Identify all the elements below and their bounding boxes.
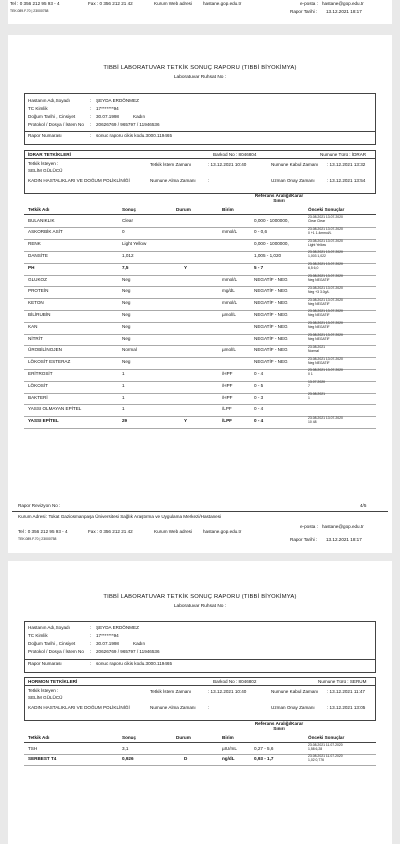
patient-name-label: Hastanın Adı,Soyadı (28, 625, 70, 630)
test-name: BULANIKLIK (28, 217, 55, 223)
previous-results: Neg NEGATİF (308, 325, 330, 330)
patient-info-box (24, 621, 376, 673)
test-unit: mmol/L (222, 229, 238, 235)
test-name: BİLİRUBİN (28, 311, 51, 317)
test-unit: /LPF (222, 418, 232, 424)
previous-results: 23.08.2021 13.07.2020 (308, 368, 343, 373)
previous-results: 23.08.2021 13.07.2020 (308, 262, 343, 267)
revision-label: Rapor Revizyon No : (18, 503, 61, 508)
sample-type: Numune Türü : SERUM (318, 679, 367, 684)
previous-results: Neg NEGATİF (308, 360, 330, 365)
barcode: Barkod No : 8046802 (213, 679, 257, 684)
license-label: Laboratuvar Ruhsat No : (173, 75, 227, 80)
previous-results: Clear Clear (308, 219, 326, 223)
test-reference: 0 - 3 (254, 394, 264, 400)
test-status: D (184, 756, 188, 761)
test-name: PROTEİN (28, 288, 49, 294)
previous-results: 23.08.2021 13.07.2020 (308, 297, 343, 302)
test-result: Neg (122, 300, 131, 306)
web-label: Kurum Web adresi (154, 529, 192, 534)
report-date: 13.12.2021 18:17 (326, 537, 362, 542)
protocol-label: Protokol / Dosya / İstem No (28, 122, 84, 127)
col-header-ref: Referans Aralığı/Karar Sınırı (254, 721, 304, 732)
test-result: Clear (122, 217, 133, 223)
sex-value: Kadın (133, 114, 146, 119)
approve-time: : 13.12.2021 13:54 (327, 178, 366, 183)
test-reference: 0 - 4 (254, 370, 264, 376)
test-reference: 5 - 7 (254, 264, 264, 270)
fax-text: Fax : 0 356 212 21 42 (88, 529, 133, 534)
col-header-name: Tetkik Adı (28, 735, 50, 740)
test-result: 1 (122, 406, 125, 412)
test-result: 7,5 (122, 264, 129, 270)
test-result: 0 (122, 229, 125, 235)
approve-time-label: Uzman Onay Zamanı (271, 705, 315, 710)
address-label: Kurum Adresi (18, 514, 46, 519)
report-date-label: Rapor Tarihi : (290, 537, 318, 542)
accept-time-label: Numune Kabul Zamanı (271, 162, 319, 167)
report-title: TIBBİ LABORATUVAR TETKİK SONUÇ RAPORU (TIBBİ BİYOKİMYA) (103, 65, 297, 71)
test-unit: /LPF (222, 406, 232, 412)
clinic-name: KADIN HASTALIKLARI VE DOĞUM POLİKLİNİĞİ (28, 178, 130, 183)
test-reference: 0,000 - 1000000, (254, 217, 289, 223)
dob-value: 30.07.1998 (96, 641, 119, 646)
previous-results: 0 1 (308, 372, 313, 377)
web-label: Kurum Web adresi (154, 1, 192, 6)
previous-results: 23.08.2021 13.07.2020 (308, 285, 343, 290)
col-header-unit: Birim (222, 735, 234, 740)
previous-results: 6,5 6,0 (308, 266, 319, 271)
report-date: 13.12.2021 18:17 (326, 9, 362, 14)
previous-results: 23.08.2021 13.07.2020 (308, 356, 343, 361)
test-unit: /HPF (222, 394, 233, 400)
test-reference: NEGATİF - NEG (254, 276, 288, 282)
previous-results: 23.08.2021 13.07.2020 (308, 238, 343, 243)
tc-label: TC Kimlik (28, 106, 48, 111)
col-header-ref: Referans Aralığı/Karar Sınırı (254, 193, 304, 204)
request-time-label: Tetkik İstem Zamanı (150, 162, 192, 167)
test-result: Neg (122, 359, 131, 365)
test-unit: mg/dL (222, 288, 235, 294)
test-name: NİTRİT (28, 335, 43, 341)
previous-results: 23.08.2021 (308, 392, 325, 396)
col-header-result: Sonuç (122, 735, 137, 740)
previous-results: Light Yellow (308, 242, 326, 247)
test-reference: NEGATİF - NEG (254, 323, 288, 329)
test-name: TSH (28, 745, 38, 751)
test-reference: 1,005 - 1,020 (254, 252, 282, 258)
test-name: KAN (28, 323, 38, 329)
dob-label: Doğum Tarihi , Cinsiyet (28, 641, 76, 646)
test-reference: NEGATİF - NEG (254, 347, 288, 353)
approve-time: : 13.12.2021 13:05 (327, 705, 366, 710)
previous-results: Normal (308, 348, 319, 353)
dob-label: Doğum Tarihi , Cinsiyet (28, 114, 76, 119)
request-time: : 13.12.2021 10:40 (208, 162, 247, 167)
form-code: TEK.089.F.70 | 23000758 (10, 9, 49, 13)
tc-label: TC Kimlik (28, 633, 48, 638)
test-name: PH (28, 264, 35, 270)
barcode: Barkod No : 8046804 (213, 152, 257, 157)
sample-time-label: Numune Alma Zamanı (150, 705, 196, 710)
previous-results: 23.08.2021 13.07.2020 (308, 250, 343, 255)
previous-results: 23.08.2021 13.07.2020 (308, 215, 343, 219)
previous-page-footer (8, 0, 392, 24)
test-unit: µmol/L (222, 311, 236, 317)
sample-time: : (208, 178, 210, 183)
test-name: ÜROBİLİNOJEN (28, 347, 62, 353)
test-name: LÖKOSİT (28, 382, 48, 388)
previous-results: 7 (308, 384, 310, 389)
report-no-label: Rapor Numarası (28, 133, 62, 138)
test-result: Neg (122, 335, 131, 341)
sample-time-label: Numune Alma Zamanı (150, 178, 196, 183)
test-name: ERİTROSİT (28, 370, 53, 376)
previous-results: 23.08.2021 13.07.2020 (308, 309, 343, 314)
col-header-name: Tetkik Adı (28, 207, 50, 212)
previous-results: 1 (308, 396, 310, 400)
previous-results: 23.08.2021 11.07.2020 (308, 743, 343, 747)
email-text: hastane@gop.edu.tr (322, 1, 364, 6)
col-header-result: Sonuç (122, 207, 137, 212)
test-result: 1 (122, 382, 125, 388)
section-title: İDRAR TETKİKLERİ (28, 152, 71, 157)
col-header-unit: Birim (222, 207, 234, 212)
test-name: LÖKOSİT ESTERAZ (28, 359, 71, 365)
sex-value: Kadın (133, 641, 146, 646)
report-date-label: Rapor Tarihi : (290, 9, 318, 14)
test-reference: 0,27 - 5,6 (254, 745, 274, 751)
previous-results: 23.08.2021 13.07.2020 (308, 274, 343, 278)
requester-label: Tetkik İsteyen : (28, 688, 59, 693)
previous-results: 23.08.2021 11.07.2020 (308, 753, 343, 758)
test-result: 29 (122, 418, 128, 424)
test-result: Normal (122, 347, 137, 353)
license-label: Laboratuvar Ruhsat No : (173, 604, 227, 609)
previous-results: Neg NEGATİF (308, 278, 330, 282)
previous-results: Neg NEGATİF (308, 337, 330, 341)
test-reference: NEGATİF - NEG (254, 311, 288, 317)
form-code: TEK.089.F.70 | 23000758 (18, 537, 57, 541)
test-name: SERBEST T4 (28, 756, 57, 761)
test-result: 0,926 (122, 756, 134, 761)
previous-results: 1,003 1,022 (308, 254, 326, 259)
request-time: : 13.12.2021 10:40 (208, 689, 247, 694)
test-reference: 0 - 4 (254, 418, 264, 424)
test-result: Neg (122, 276, 131, 282)
page-number: 4/5 (360, 503, 367, 508)
test-name: DANSİTE (28, 252, 48, 258)
doctor-name: SELİM GÜLÜCÜ (28, 695, 63, 700)
patient-name-label: Hastanın Adı,Soyadı (28, 98, 70, 103)
test-unit: /HPF (222, 370, 233, 376)
sample-time: : (208, 705, 210, 710)
email-text: hastane@gop.edu.tr (322, 524, 364, 529)
accept-time: : 13.12.2021 13:32 (327, 162, 366, 167)
test-name: BAKTERİ (28, 394, 48, 400)
patient-name: ŞEYDA ERDÖNMEZ (96, 98, 139, 103)
email-label: e-posta : (300, 1, 318, 6)
section-title: HORMON TETKİKLERİ (28, 679, 78, 684)
report-no: sonuc raporu cikis kodu.3000.119465 (96, 661, 173, 666)
test-unit: mmol/L (222, 300, 238, 306)
test-reference: 0 - 5 (254, 382, 264, 388)
protocol-label: Protokol / Dosya / İstem No (28, 649, 84, 654)
previous-results: 23.08.2021 13.07.2020 (308, 321, 343, 326)
report-no: sonuc raporu cikis kodu.3000.119465 (96, 133, 173, 138)
previous-results: Neg NEGATİF (308, 301, 330, 306)
test-name: YASSI OLMAYAN EPİTEL (28, 406, 82, 412)
test-result: Neg (122, 311, 131, 317)
accept-time-label: Numune Kabul Zamanı (271, 689, 319, 694)
test-name: YASSI EPİTEL (28, 418, 59, 424)
test-reference: 0,93 - 1,7 (254, 756, 274, 761)
test-name: GLUKOZ (28, 276, 47, 282)
report-title: TIBBİ LABORATUVAR TETKİK SONUÇ RAPORU (TIBBİ BİYOKİMYA) (103, 594, 297, 600)
approve-time-label: Uzman Onay Zamanı (271, 178, 315, 183)
test-result: 1 (122, 394, 125, 400)
test-status: Y (184, 264, 188, 270)
previous-results: 23.08.2021 (308, 344, 325, 349)
web-text: hastane.gop.edu.tr (203, 529, 242, 534)
test-reference: NEGATİF - NEG (254, 359, 288, 365)
test-reference: NEGATİF - NEG (254, 300, 288, 306)
previous-results: 0 +1 1.4mmol/L (308, 230, 332, 235)
email-label: e-posta : (300, 524, 318, 529)
previous-results: 23.08.2021 13.07.2020 (308, 415, 343, 420)
previous-results: 1,58 6,28 (308, 747, 323, 751)
test-reference: NEGATİF - NEG (254, 288, 288, 294)
sample-type: Numune Türü : İDRAR (320, 152, 367, 157)
test-reference: 0,000 - 1000000, (254, 241, 289, 247)
protocol-value: 20626769 / 965797 / 11946536 (96, 649, 160, 654)
col-header-status: Durum (176, 735, 191, 740)
accept-time: : 13.12.2021 11:47 (327, 689, 365, 694)
test-name: RENK (28, 241, 41, 247)
test-unit: mmol/L (222, 276, 238, 282)
doctor-name: SELİM GÜLÜCÜ (28, 168, 63, 173)
test-result: Neg (122, 323, 131, 329)
test-unit: µIU/mL (222, 745, 237, 751)
col-header-prev: Önceki Sonuçlar (308, 735, 345, 740)
test-reference: 0 - 4 (254, 406, 264, 412)
patient-name: ŞEYDA ERDÖNMEZ (96, 625, 139, 630)
tel-text: Tel : 0 356 212 95 93 - 4 (10, 1, 60, 6)
previous-results: 1,02 0,776 (308, 757, 325, 762)
test-result: 1 (122, 370, 125, 376)
test-name: ASKORBİK ASİT (28, 229, 63, 235)
previous-results: Neg +3 3.0g/L (308, 289, 330, 294)
report-page-urine: TIBBİ LABORATUVAR TETKİK SONUÇ RAPORU (TIBBİ BİYOKİMYA) Laboratuvar Ruhsat No : Hastanın Adı,Soyadı : ŞEYDA ERDÖNMEZ TC Kimlik : 17*******94 Doğum Tarihi , Cinsiyet : 30.07.1998 Kadın Protokol / Dosya / İstem No : 20626769 / 965797 / 11946536 Rapor Numarası : sonuc raporu cikis kodu.3000.119465 İDRAR TETKİKLERİ Barkod No : 8046804 Numune Türü : İDRAR Tetkik İsteyen : SELİM GÜLÜCÜ Tetkik İstem Zamanı : 13.12.2021 10:40 Numune Kabul Zamanı : 13.12.2021 13:32 KADIN HASTALIKLARI VE DOĞUM POLİKLİNİĞİ Numune Alma Zamanı : Uzman Onay Zamanı : 13.12.2021 13:54 Tetkik Adı Sonuç Durum Birim Referans Aralığı/Karar Sınırı Önceki Sonuçlar BULANIKLIK Clear 0,000 - 1000000, 23.08.2021 13.07.2020 Clear Clear ASKORBİK ASİT 0 mmol/L 0 - 0,6 23.08.2021 13.07.2020 0 +1 1.4mmol/L RENK Light Yellow 0,000 - 1000000, 23.08.2021 13.07.2020 Light Yellow DANSİTE 1,012 1,005 - 1,020 23.08.2021 13.07.2020 1,003 1,022 PH 7,5 Y 5 - 7 23.08.2021 13.07.2020 6,5 6,0 GLUKOZ Neg mmol/L NEGATİF - NEG 23.08.2021 13.07.2020 Neg NEGATİF PROTEİN Neg mg/dL NEGATİF - NEG 23.08.2021 13.07.2020 Neg +3 3.0g/L KETON Neg mmol/L NEGATİF - NEG 23.08.2021 13.07.2020 Neg NEGATİF BİLİRUBİN Neg µmol/L NEGATİF - NEG 23.08.2021 13.07.2020 Neg NEGATİF KAN Neg NEGATİF - NEG 23.08.2021 13.07.2020 Neg NEGATİF NİTRİT Neg NEGATİF - NEG 23.08.2021 13.07.2020 Neg NEGATİF ÜROBİLİNOJEN Normal µmol/L NEGATİF - NEG 23.08.2021 Normal LÖKOSİT ESTERAZ Neg NEGATİF - NEG 23.08.2021 13.07.2020 Neg NEGATİF ERİTROSİT 1 /HPF 0 - 4 23.08.2021 13.07.2020 0 1 LÖKOSİT 1 /HPF 0 - 5 13.07.2020 7 BAKTERİ 1 /HPF 0 - 3 23.08.2021 1 YASSI OLMAYAN EPİTEL 1 /LPF 0 - 4 YASSI EPİTEL 29 Y /LPF 0 - 4 23.08.2021 13.07.2020 10 48 Rapor Revizyon No : 4/5 Kurum Adresi : Tokat Gaziosmanpaşa Üniversitesi Sağlık Araştırma ve Uygulama Merkezi/Hastanesi e-posta : hastane@gop.edu.tr Tel : 0 356 212 95 93 - 4 Fax : 0 356 212 21 42 Kurum Web adresi hastane.gop.edu.tr TEK.089.F.70 | 23000758 Rapor Tarihi : 13.12.2021 18:17 (8, 35, 392, 553)
test-name: KETON (28, 300, 44, 306)
report-no-label: Rapor Numarası (28, 661, 62, 666)
patient-info-box (24, 93, 376, 145)
requester-label: Tetkik İsteyen : (28, 161, 59, 166)
request-time-label: Tetkik İstem Zamanı (150, 689, 192, 694)
web-text: hastane.gop.edu.tr (203, 1, 242, 6)
clinic-name: KADIN HASTALIKLARI VE DOĞUM POLİKLİNİĞİ (28, 705, 130, 710)
tc-number: 17*******94 (96, 633, 119, 638)
test-unit: /HPF (222, 382, 233, 388)
test-result: 1,012 (122, 252, 134, 258)
test-result: Neg (122, 288, 131, 294)
fax-text: Fax : 0 356 212 21 42 (88, 1, 133, 6)
test-result: Light Yellow (122, 241, 147, 247)
address-text: : Tokat Gaziosmanpaşa Üniversitesi Sağlık Araştırma ve Uygulama Merkezi/Hastanesi (46, 514, 222, 519)
previous-results: 13.07.2020 (308, 380, 325, 385)
test-result: 3,1 (122, 745, 129, 751)
protocol-value: 20626769 / 965797 / 11946536 (96, 122, 160, 127)
test-reference: NEGATİF - NEG (254, 335, 288, 341)
report-page-hormone: TIBBİ LABORATUVAR TETKİK SONUÇ RAPORU (TIBBİ BİYOKİMYA) Laboratuvar Ruhsat No : Hastanın Adı,Soyadı : ŞEYDA ERDÖNMEZ TC Kimlik : 17*******94 Doğum Tarihi , Cinsiyet : 30.07.1998 Kadın Protokol / Dosya / İstem No : 20626769 / 965797 / 11946536 Rapor Numarası : sonuc raporu cikis kodu.3000.119465 HORMON TETKİKLERİ Barkod No : 8046802 Numune Türü : SERUM Tetkik İsteyen : SELİM GÜLÜCÜ Tetkik İstem Zamanı : 13.12.2021 10:40 Numune Kabul Zamanı : 13.12.2021 11:47 KADIN HASTALIKLARI VE DOĞUM POLİKLİNİĞİ Numune Alma Zamanı : Uzman Onay Zamanı : 13.12.2021 13:05 Tetkik Adı Sonuç Durum Birim Referans Aralığı/Karar Sınırı Önceki Sonuçlar TSH 3,1 µIU/mL 0,27 - 5,6 23.08.2021 11.07.2020 1,58 6,28 SERBEST T4 0,926 D ng/dL 0,93 - 1,7 23.08.2021 11.07.2020 1,02 0,776 (8, 561, 392, 844)
col-header-status: Durum (176, 207, 191, 212)
col-header-prev: Önceki Sonuçlar (308, 207, 345, 212)
dob-value: 30.07.1998 (96, 114, 119, 119)
previous-results: Neg NEGATİF (308, 313, 330, 318)
test-status: Y (184, 418, 188, 424)
test-reference: 0 - 0,6 (254, 229, 268, 235)
test-unit: ng/dL (222, 756, 235, 761)
tel-text: Tel : 0 356 212 95 93 - 4 (18, 529, 68, 534)
tc-number: 17*******94 (96, 106, 119, 111)
previous-results: 23.08.2021 13.07.2020 (308, 226, 343, 231)
previous-results: 23.08.2021 13.07.2020 (308, 333, 343, 337)
previous-results: 10 48 (308, 419, 317, 424)
test-unit: µmol/L (222, 347, 236, 353)
